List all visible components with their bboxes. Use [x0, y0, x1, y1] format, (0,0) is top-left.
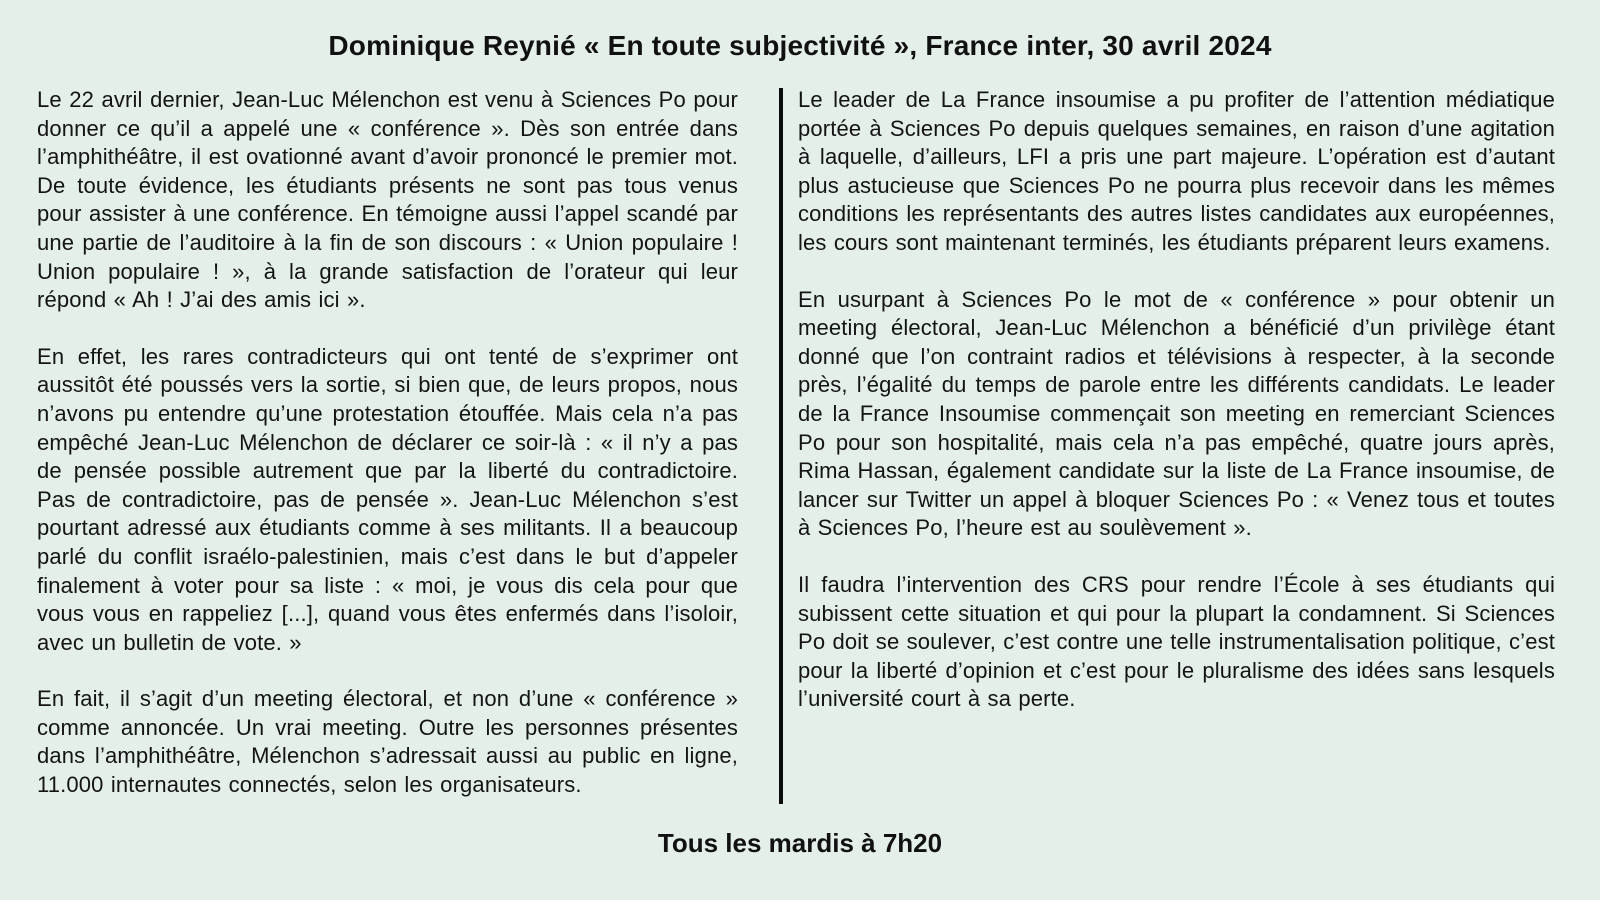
- column-divider-line: [779, 88, 783, 804]
- footer-schedule: Tous les mardis à 7h20: [657, 828, 943, 858]
- page-title: Dominique Reynié « En toute subjectivité », France inter, 30 avril 2024: [328, 30, 1272, 61]
- paragraph: En usurpant à Sciences Po le mot de « conférence » pour obtenir un meeting électoral, Jean-Luc Mélenchon a bénéficié d’un privilège étant donné que l’on contraint radios et télévisions à respecter, à la seconde près, l’égalité du temps de parole entre les différents candidats. Le leader de la France Insoumise commençait son meeting en remerciant Sciences Po pour son hospitalité, mais cela n’a pas empêché, quatre jours après, Rima Hassan, également candidate sur la liste de La France insoumise, de lancer sur Twitter un appel à bloquer Sciences Po : « Venez tous et toutes à Sciences Po, l’heure est au soulèvement ».: [798, 286, 1555, 541]
- paragraph: Le 22 avril dernier, Jean-Luc Mélenchon est venu à Sciences Po pour donner ce qu’il a appelé une « conférence ». Dès son entrée dans l’amphithéâtre, il est ovationné avant d’avoir prononcé le premier mot. De toute évidence, les étudiants présents ne sont pas tous venus pour assister à une conférence. En témoigne aussi l’appel scandé par une partie de l’auditoire à la fin de son discours : « Union populaire ! Union populaire ! », à la grande satisfaction de l’orateur qui leur répond « Ah ! J’ai des amis ici ».: [37, 87, 738, 313]
- paragraph: En effet, les rares contradicteurs qui ont tenté de s’exprimer ont aussitôt été poussés vers la sortie, si bien que, de leurs propos, nous n’avons pu entendre qu’une protestation étouffée. Mais cela n’a pas empêché Jean-Luc Mélenchon de déclarer ce soir-là : « il n’y a pas de pensée possible autrement que par la liberté du contradictoire. Pas de contradictoire, pas de pensée ». Jean-Luc Mélenchon s’est pourtant adressé aux étudiants comme à ses militants. Il a beaucoup parlé du conflit israélo-palestinien, mais c’est dans le but d’appeler finalement à voter pour sa liste : « moi, je vous dis cela pour que vous vous en rappeliez [...], quand vous êtes enfermés dans l’isoloir, avec un bulletin de vote. »: [37, 343, 738, 655]
- article-left-column: [37, 86, 738, 808]
- paragraph: En fait, il s’agit d’un meeting électoral, et non d’une « conférence » comme annoncée. Un vrai meeting. Outre les personnes présentes dans l’amphithéâtre, Mélenchon s’adressait aussi au public en ligne, 11.000 internautes connectés, selon les organisateurs.: [37, 686, 738, 798]
- paragraph: Le leader de La France insoumise a pu profiter de l’attention médiatique portée à Sciences Po depuis quelques semaines, en raison d’une agitation à laquelle, d’ailleurs, LFI a pris une part majeure. L’opération est d’autant plus astucieuse que Sciences Po ne pourra plus recevoir dans les mêmes conditions les représentants des autres listes candidates aux européennes, les cours sont maintenant terminés, les étudiants préparent leurs examens.: [798, 87, 1555, 255]
- article-right-column: [798, 86, 1555, 808]
- article-body: [37, 86, 1555, 808]
- paragraph: Il faudra l’intervention des CRS pour rendre l’École à ses étudiants qui subissent cette situation et qui pour la plupart la condamnent. Si Sciences Po doit se soulever, c’est contre une telle instrumentalisation politique, c’est pour la liberté d’opinion et c’est pour le pluralisme des idées sans lesquels l’université court à sa perte.: [798, 571, 1555, 712]
